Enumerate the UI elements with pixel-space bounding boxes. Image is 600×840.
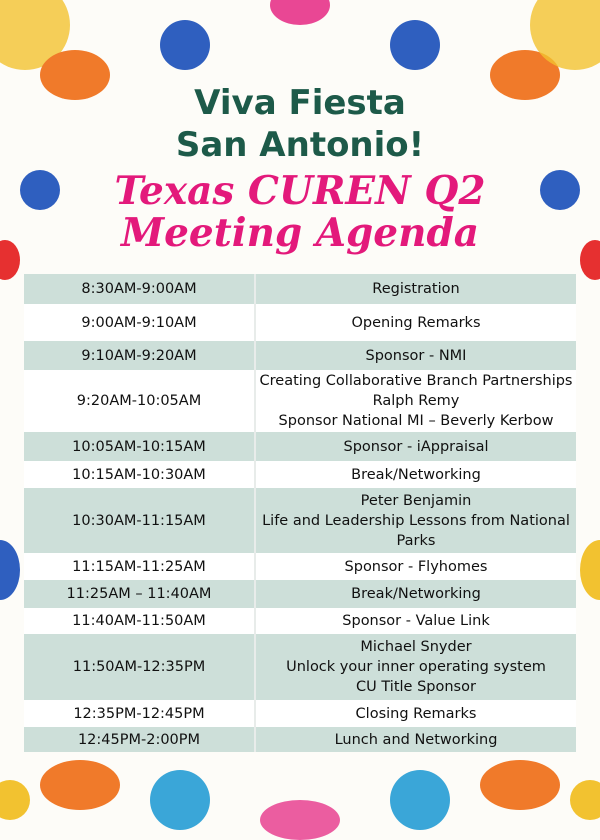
agenda-row xyxy=(24,553,576,580)
agenda-item-line: Registration xyxy=(372,281,460,297)
agenda-item-line: CU Title Sponsor xyxy=(356,679,476,695)
agenda-item xyxy=(255,608,576,634)
agenda-row xyxy=(24,634,576,700)
agenda-item-line: Sponsor National MI – Beverly Kerbow xyxy=(278,413,554,429)
agenda-time: 10:15AM-10:30AM xyxy=(24,461,255,488)
agenda-item xyxy=(255,580,576,608)
agenda-row xyxy=(24,304,576,341)
agenda-row xyxy=(24,341,576,370)
agenda-time: 12:35PM-12:45PM xyxy=(24,700,255,727)
agenda-item-line: Sponsor - NMI xyxy=(365,347,467,364)
agenda-time: 8:30AM-9:00AM xyxy=(24,274,255,304)
event-title xyxy=(0,82,600,166)
title-line-2: San Antonio! xyxy=(175,125,425,165)
agenda-time: 12:45PM-2:00PM xyxy=(24,727,255,752)
agenda-table xyxy=(24,274,576,752)
agenda-item-line: Michael Snyder xyxy=(360,639,472,655)
agenda-item xyxy=(255,488,576,553)
agenda-item xyxy=(255,700,576,727)
agenda-item-line: Break/Networking xyxy=(351,586,481,602)
agenda-row xyxy=(24,580,576,608)
agenda-item-line: Lunch and Networking xyxy=(334,731,498,748)
agenda-item-line: Ralph Remy xyxy=(372,393,460,409)
agenda-time: 10:05AM-10:15AM xyxy=(24,432,255,461)
agenda-item-line: Closing Remarks xyxy=(355,705,477,722)
agenda-item-line: Break/Networking xyxy=(351,466,481,483)
agenda-row xyxy=(24,700,576,727)
agenda-item-line: Unlock your inner operating system xyxy=(286,659,546,675)
agenda-item xyxy=(255,341,576,370)
agenda-time: 11:15AM-11:25AM xyxy=(24,553,255,580)
agenda-item xyxy=(255,370,576,432)
agenda-item-line: Sponsor - iAppraisal xyxy=(343,438,489,455)
agenda-time: 9:00AM-9:10AM xyxy=(24,304,255,341)
agenda-item xyxy=(255,553,576,580)
agenda-item xyxy=(255,304,576,341)
title-line-1: Viva Fiesta xyxy=(194,83,406,123)
agenda-row xyxy=(24,432,576,461)
agenda-item-line: Life and Leadership Lessons from National Parks xyxy=(262,512,570,549)
agenda-item xyxy=(255,634,576,700)
agenda-time: 9:10AM-9:20AM xyxy=(24,341,255,370)
agenda-row xyxy=(24,461,576,488)
agenda-time: 11:25AM – 11:40AM xyxy=(24,580,255,608)
agenda-item-line: Sponsor - Flyhomes xyxy=(344,558,488,575)
agenda-item xyxy=(255,461,576,488)
subtitle-line-1: Texas CUREN Q2 xyxy=(114,168,486,214)
agenda-item xyxy=(255,432,576,461)
agenda-item-line: Creating Collaborative Branch Partnerships xyxy=(259,373,573,389)
agenda-time: 9:20AM-10:05AM xyxy=(24,370,255,432)
agenda-time: 11:40AM-11:50AM xyxy=(24,608,255,634)
agenda-item xyxy=(255,727,576,752)
agenda-time: 10:30AM-11:15AM xyxy=(24,488,255,553)
agenda-row xyxy=(24,608,576,634)
agenda-title xyxy=(0,170,600,254)
agenda-row xyxy=(24,727,576,752)
agenda-row xyxy=(24,274,576,304)
agenda-item xyxy=(255,274,576,304)
agenda-item-line: Opening Remarks xyxy=(351,314,481,331)
agenda-time: 11:50AM-12:35PM xyxy=(24,634,255,700)
agenda-item-line: Peter Benjamin xyxy=(360,492,472,509)
agenda-row xyxy=(24,488,576,553)
agenda-item-line: Sponsor - Value Link xyxy=(342,613,490,629)
subtitle-line-2: Meeting Agenda xyxy=(120,210,480,256)
agenda-row xyxy=(24,370,576,432)
